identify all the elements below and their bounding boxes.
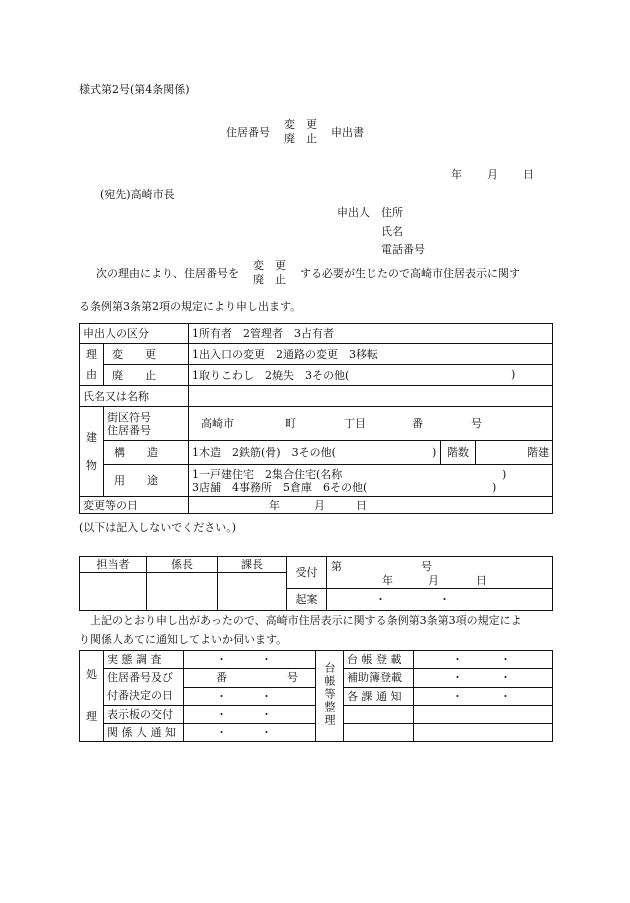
usage-line-1-close: ) (502, 468, 507, 481)
ledger-empty-label-2 (344, 724, 414, 742)
party-notice-label: 関 係 人 通 知 (104, 724, 184, 742)
sign-issue-label: 表示板の交付 (104, 706, 184, 724)
floors-value[interactable] (476, 441, 553, 465)
kian-value[interactable] (327, 589, 553, 611)
reason-label-1: 理 (86, 347, 97, 361)
applicant-address-label: 住所 (381, 206, 403, 219)
numbering-dot-1: ・ (216, 689, 227, 703)
ledger-label (316, 651, 344, 742)
sign-issue-dot-1: ・ (216, 708, 227, 721)
process-label-2: 理 (86, 710, 97, 723)
survey-dot-1: ・ (216, 653, 227, 666)
abolish-reason-close: ) (511, 368, 516, 381)
uketsuke-go: 号 (421, 560, 432, 573)
sub-ledger-dot-2: ・ (500, 671, 511, 684)
tanto-header: 担当者 (80, 557, 147, 573)
change-date-day: 日 (356, 499, 367, 512)
date-day: 日 (523, 168, 534, 181)
ledger-register-date[interactable] (414, 651, 553, 669)
applicant-phone-label: 電話番号 (381, 243, 425, 256)
structure-text: 1木造 2鉄筋(骨) 3その他( (192, 446, 336, 459)
ledger-label-text: 台帳等整理 (323, 662, 336, 727)
kacho-stamp[interactable] (218, 573, 287, 611)
applicant-type-value[interactable]: 1所有者 2管理者 3占有者 (189, 324, 553, 344)
ledger-register-dot-2: ・ (500, 653, 511, 666)
notice-line-2: り関係人あてに通知してよいか伺います。 (79, 633, 288, 646)
address-number-value[interactable] (189, 407, 553, 441)
applicant-type-label: 申出人の区分 (80, 324, 189, 344)
reason-label-2: 由 (86, 367, 97, 381)
change-date-month: 月 (314, 499, 325, 512)
building-label (80, 407, 104, 497)
numbering-ban: 番 (216, 671, 227, 684)
numbering-number[interactable] (184, 669, 316, 688)
title-option-abolish: 廃 止 (284, 132, 317, 145)
address-chome: 丁目 (344, 417, 366, 430)
owner-name-label: 氏名又は名称 (80, 386, 189, 407)
notice-line-1: 上記のとおり申し出があったので、高崎市住居表示に関する条例第3条第3項の規定によ (90, 614, 522, 627)
change-reason-value[interactable]: 1出入口の変更 2通路の変更 3移転 (189, 344, 553, 365)
sub-ledger-dot-1: ・ (452, 671, 463, 684)
title-option-change: 変 更 (284, 118, 317, 131)
usage-label: 用 途 (104, 465, 189, 497)
sign-issue-dot-2: ・ (261, 708, 272, 721)
kian-dot-2: ・ (439, 593, 450, 606)
date-month: 月 (487, 168, 498, 181)
change-label: 変 更 (104, 344, 189, 365)
structure-label: 構 造 (104, 441, 189, 465)
body-line-1-post: する必要が生じたので高崎市住居表示に関す (300, 267, 520, 280)
sign-issue-date[interactable] (184, 706, 316, 724)
change-date-value[interactable] (189, 497, 553, 514)
ledger-empty-label-1 (344, 706, 414, 724)
addressee: (宛先)高崎市長 (100, 188, 175, 201)
body-option-abolish: 廃 止 (253, 273, 286, 286)
abolish-reason-value[interactable] (189, 365, 553, 386)
numbering-date[interactable] (184, 687, 316, 706)
structure-value[interactable] (189, 441, 441, 465)
staff-table (79, 556, 553, 611)
applicant-label: 申出人 (337, 206, 370, 219)
numbering-label-2: 付番決定の日 (107, 689, 173, 702)
process-label-1: 処 (86, 668, 97, 681)
survey-date[interactable] (184, 651, 316, 669)
party-notice-dot-2: ・ (261, 726, 272, 739)
survey-label: 実 態 調 査 (104, 651, 184, 669)
change-date-year: 年 (269, 499, 280, 512)
structure-close: ) (432, 446, 437, 459)
body-line-2: る条例第3条第2項の規定により申し出ます。 (79, 300, 302, 313)
form-title (226, 118, 364, 146)
kian-dot-1: ・ (375, 593, 386, 606)
body-options (253, 259, 286, 287)
dept-notice-dot-1: ・ (452, 689, 463, 703)
numbering-dot-2: ・ (261, 689, 272, 703)
uketsuke-day: 日 (476, 574, 487, 587)
title-options (284, 118, 317, 146)
address-city: 高崎市 (201, 417, 234, 430)
address-town: 町 (285, 417, 296, 430)
body-option-change: 変 更 (253, 259, 286, 272)
dept-notice-label: 各 課 通 知 (344, 687, 414, 706)
dept-notice-date[interactable] (414, 687, 553, 706)
usage-line-2: 3店舗 4事務所 5倉庫 6その他( (192, 480, 368, 494)
processing-table (79, 650, 553, 742)
numbering-go: 号 (287, 671, 298, 684)
abolish-label: 廃 止 (104, 365, 189, 386)
address-go: 号 (471, 417, 482, 430)
uketsuke-dai: 第 (331, 560, 342, 573)
change-date-label: 変更等の日 (80, 497, 189, 514)
usage-value[interactable] (189, 465, 553, 497)
owner-name-value[interactable] (189, 386, 553, 407)
kacho-header: 課長 (218, 557, 287, 573)
abolish-reason-text: 1取りこわし 2焼失 3その他( (192, 368, 350, 382)
form-number: 様式第2号(第4条関係) (79, 83, 190, 96)
kian-label: 起案 (287, 589, 327, 611)
floors-unit: 階建 (527, 446, 550, 459)
reason-label (80, 344, 104, 386)
uketsuke-month: 月 (428, 574, 439, 587)
body-line-1-pre: 次の理由により、住居番号を (96, 267, 239, 280)
party-notice-dot-1: ・ (216, 726, 227, 739)
ledger-register-label: 台 帳 登 載 (344, 651, 414, 669)
ledger-empty-value-2[interactable] (414, 724, 553, 742)
dept-notice-dot-2: ・ (500, 689, 511, 703)
title-prefix: 住居番号 (226, 126, 270, 139)
kakaricho-header: 係長 (147, 557, 218, 573)
party-notice-date[interactable] (184, 724, 316, 742)
date-year: 年 (451, 168, 462, 181)
usage-line-2-close: ) (492, 481, 497, 494)
ledger-register-dot-1: ・ (452, 653, 463, 666)
address-ban: 番 (412, 417, 423, 430)
numbering-label-1: 住居番号及び (107, 671, 173, 684)
sub-ledger-label: 補助簿登載 (344, 669, 414, 688)
uketsuke-label: 受付 (287, 557, 327, 589)
uketsuke-value[interactable] (327, 557, 553, 589)
ledger-empty-value-1[interactable] (414, 706, 553, 724)
block-code-label: 街区符号 (107, 410, 151, 424)
uketsuke-year: 年 (382, 574, 393, 587)
building-label-1: 建 (86, 430, 97, 444)
numbering-label (104, 669, 184, 706)
sub-ledger-date[interactable] (414, 669, 553, 688)
kakaricho-stamp[interactable] (147, 573, 218, 611)
title-suffix: 申出書 (331, 126, 364, 139)
body-line-1 (96, 259, 520, 287)
house-number-label: 住居番号 (107, 423, 151, 437)
process-label (80, 651, 104, 742)
office-use-note: (以下は記入しないでください。) (79, 521, 237, 534)
survey-dot-2: ・ (261, 653, 272, 666)
usage-line-1: 1一戸建住宅 2集合住宅(名称 (192, 467, 343, 481)
tanto-stamp[interactable] (80, 573, 147, 611)
applicant-name-label: 氏名 (381, 225, 403, 238)
address-number-label (104, 407, 189, 441)
floors-label: 階数 (441, 441, 476, 465)
building-label-2: 物 (86, 458, 97, 472)
application-table (79, 323, 553, 514)
